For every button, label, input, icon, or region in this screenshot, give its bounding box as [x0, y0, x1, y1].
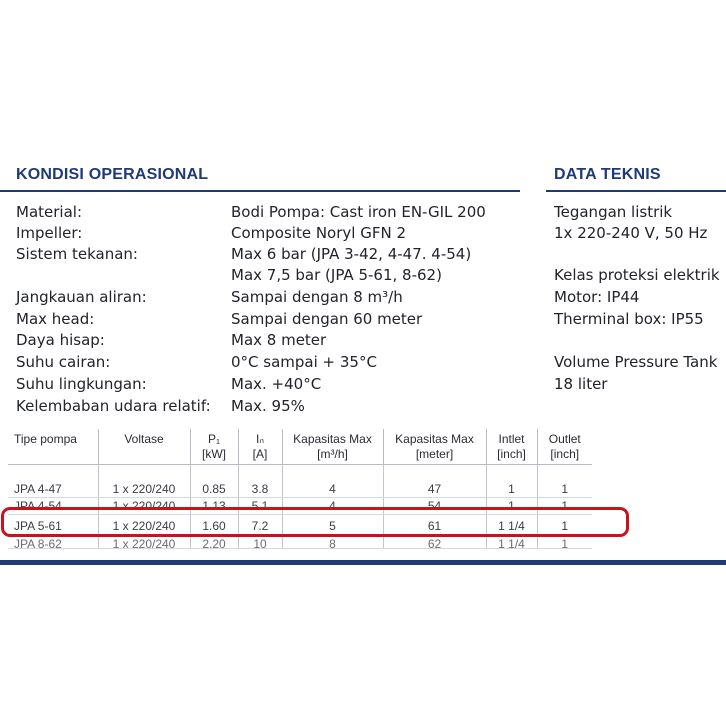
- table-row: [8, 537, 592, 549]
- table-cell: 3.8: [238, 481, 282, 498]
- spec-label: Jangkauan aliran:: [16, 288, 147, 306]
- bottom-band: [0, 560, 726, 565]
- highlight-outline: [1, 507, 629, 537]
- table-cell: 4: [282, 481, 383, 498]
- column-header: Intlet [inch]: [486, 429, 537, 465]
- table-cell: 1 x 220/240: [98, 515, 190, 537]
- spec-value: Sampai dengan 60 meter: [231, 310, 423, 328]
- column-header: Kapasitas Max [m³/h]: [282, 429, 383, 465]
- spec-value: Bodi Pompa: Cast iron EN-GIL 200: [231, 203, 486, 221]
- table-cell: 10: [238, 537, 282, 549]
- column-header: P₁ [kW]: [190, 429, 238, 465]
- table-cell: 5: [282, 515, 383, 537]
- tech-title: Tegangan listrik: [554, 203, 673, 221]
- spec-value: Composite Noryl GFN 2: [231, 224, 406, 242]
- table-row: [8, 481, 592, 498]
- column-header: Voltase: [98, 429, 190, 465]
- spec-value: Max. +40°C: [231, 375, 322, 393]
- table-cell: 5.1: [238, 498, 282, 515]
- spec-value: 0°C sampai + 35°C: [231, 353, 377, 371]
- table-cell: JPA 4-54: [8, 498, 98, 515]
- column-header: Kapasitas Max [meter]: [383, 429, 486, 465]
- table-cell: 62: [383, 537, 486, 549]
- heading-rule-left: [0, 190, 520, 192]
- spec-value: Sampai dengan 8 m³/h: [231, 288, 403, 306]
- table-cell: 1.13: [190, 498, 238, 515]
- table-cell: JPA 4-47: [8, 481, 98, 498]
- table-cell: 1: [537, 481, 592, 498]
- table-cell: 1: [537, 498, 592, 515]
- table-header-row: [8, 429, 592, 465]
- spec-label: Suhu lingkungan:: [16, 375, 147, 393]
- table-cell: JPA 5-61: [8, 515, 98, 537]
- tech-title: Kelas proteksi elektrik: [554, 266, 720, 284]
- table-cell: 1: [486, 481, 537, 498]
- spec-value: Max. 95%: [231, 397, 305, 415]
- tech-line: Therminal box: IP55: [554, 310, 704, 328]
- heading-rule-right: [546, 190, 726, 192]
- table-cell: 1 x 220/240: [98, 537, 190, 549]
- table-cell: 0.85: [190, 481, 238, 498]
- table-cell: 7.2: [238, 515, 282, 537]
- spec-value: Max 7,5 bar (JPA 5-61, 8-62): [231, 266, 442, 284]
- spec-label: Kelembaban udara relatif:: [16, 397, 211, 415]
- spec-label: Max head:: [16, 310, 95, 328]
- table-cell: 1 1/4: [486, 537, 537, 549]
- tech-line: 18 liter: [554, 375, 608, 393]
- section-heading-kondisi: KONDISI OPERASIONAL: [16, 166, 209, 183]
- spec-label: Material:: [16, 203, 82, 221]
- table-cell: 47: [383, 481, 486, 498]
- spec-label: Daya hisap:: [16, 331, 105, 349]
- table-cell: 1: [486, 498, 537, 515]
- table-cell: 61: [383, 515, 486, 537]
- column-header: Iₙ [A]: [238, 429, 282, 465]
- table-cell: 2.20: [190, 537, 238, 549]
- table-cell: 1.60: [190, 515, 238, 537]
- column-header: Outlet [inch]: [537, 429, 592, 465]
- table-cell: 8: [282, 537, 383, 549]
- tech-title: Volume Pressure Tank: [554, 353, 718, 371]
- spec-label: Sistem tekanan:: [16, 245, 138, 263]
- tech-line: 1x 220-240 V, 50 Hz: [554, 224, 708, 242]
- table-cell: JPA 8-62: [8, 537, 98, 549]
- table-cell: 4: [282, 498, 383, 515]
- spec-value: Max 6 bar (JPA 3-42, 4-47. 4-54): [231, 245, 472, 263]
- table-cell: 1: [537, 515, 592, 537]
- spec-label: Impeller:: [16, 224, 83, 242]
- spec-value: Max 8 meter: [231, 331, 327, 349]
- table-cell: 1 1/4: [486, 515, 537, 537]
- table-cell: 1 x 220/240: [98, 498, 190, 515]
- table-cell: 1: [537, 537, 592, 549]
- table-cell: 54: [383, 498, 486, 515]
- table-cell: 1 x 220/240: [98, 481, 190, 498]
- column-header: Tipe pompa: [14, 432, 77, 446]
- spec-label: Suhu cairan:: [16, 353, 111, 371]
- tech-line: Motor: IP44: [554, 288, 640, 306]
- section-heading-data-teknis: DATA TEKNIS: [554, 166, 661, 183]
